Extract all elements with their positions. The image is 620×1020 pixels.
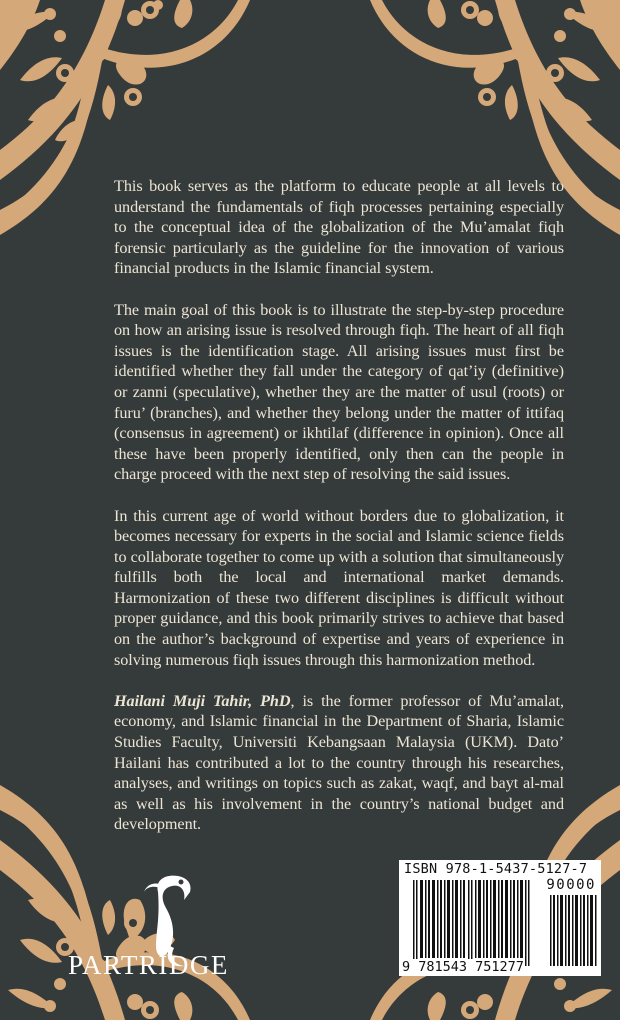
price-barcode-bars	[550, 895, 598, 966]
isbn-barcode	[399, 860, 601, 976]
back-cover-blurb	[114, 176, 564, 856]
author-bio-text: , is the former professor of Mu’amalat, economy, and Islamic financial in the Department of Sharia, Islamic Studies Faculty, Universiti Kebangsaan Malaysia (UKM). Dato’ Hailani has contributed a lot to the country through his researches, analyses, and writings on topics such as zakat, waqf, and bayt al-mal as well as his involvement in the country’s national budget and development.	[114, 691, 564, 834]
blurb-paragraph: In this current age of world without borders due to globalization, it becomes necessary for experts in the social and Islamic science fields to collaborate together to come up with a solution that simultaneously fulfills both the local and international market demands. Harmonization of these two different disciplines is difficult without proper guidance, and this book primarily strives to achieve that based on the author’s background of expertise and years of experience in solving numerous fiqh issues through this harmonization method.	[114, 506, 564, 669]
ean-barcode-bars	[413, 880, 531, 966]
ean-digits: 9 781543 751277	[402, 959, 524, 975]
isbn-label: ISBN 978-1-5437-5127-7	[404, 861, 588, 877]
price-code: 90000	[546, 877, 596, 893]
author-name: Hailani Muji Tahir, PhD	[114, 691, 291, 710]
blurb-paragraph: This book serves as the platform to educate people at all levels to understand the fundamentals of fiqh processes pertaining especially to the conceptual idea of the globalization of the Mu’amalat fiqh forensic particularly as the guideline for the innovation of various financial products in the Islamic financial system.	[114, 177, 564, 278]
publisher-name: PARTRIDGE	[68, 950, 229, 980]
author-bio	[114, 691, 564, 835]
blurb-paragraph: The main goal of this book is to illustrate the step-by-step procedure on how an arising issue is resolved through fiqh. The heart of all fiqh issues is the identification stage. All arising issues must first be identified whether they fall under the category of qat’iy (definitive) or zanni (speculative), whether they are the matter of usul (roots) or furu’ (branches), and whether they belong under the matter of ittifaq (consensus in agreement) or ikhtilaf (difference in opinion). Once all these have been properly identified, only then can the people in charge proceed with the next step of resolving the said issues.	[114, 300, 564, 484]
